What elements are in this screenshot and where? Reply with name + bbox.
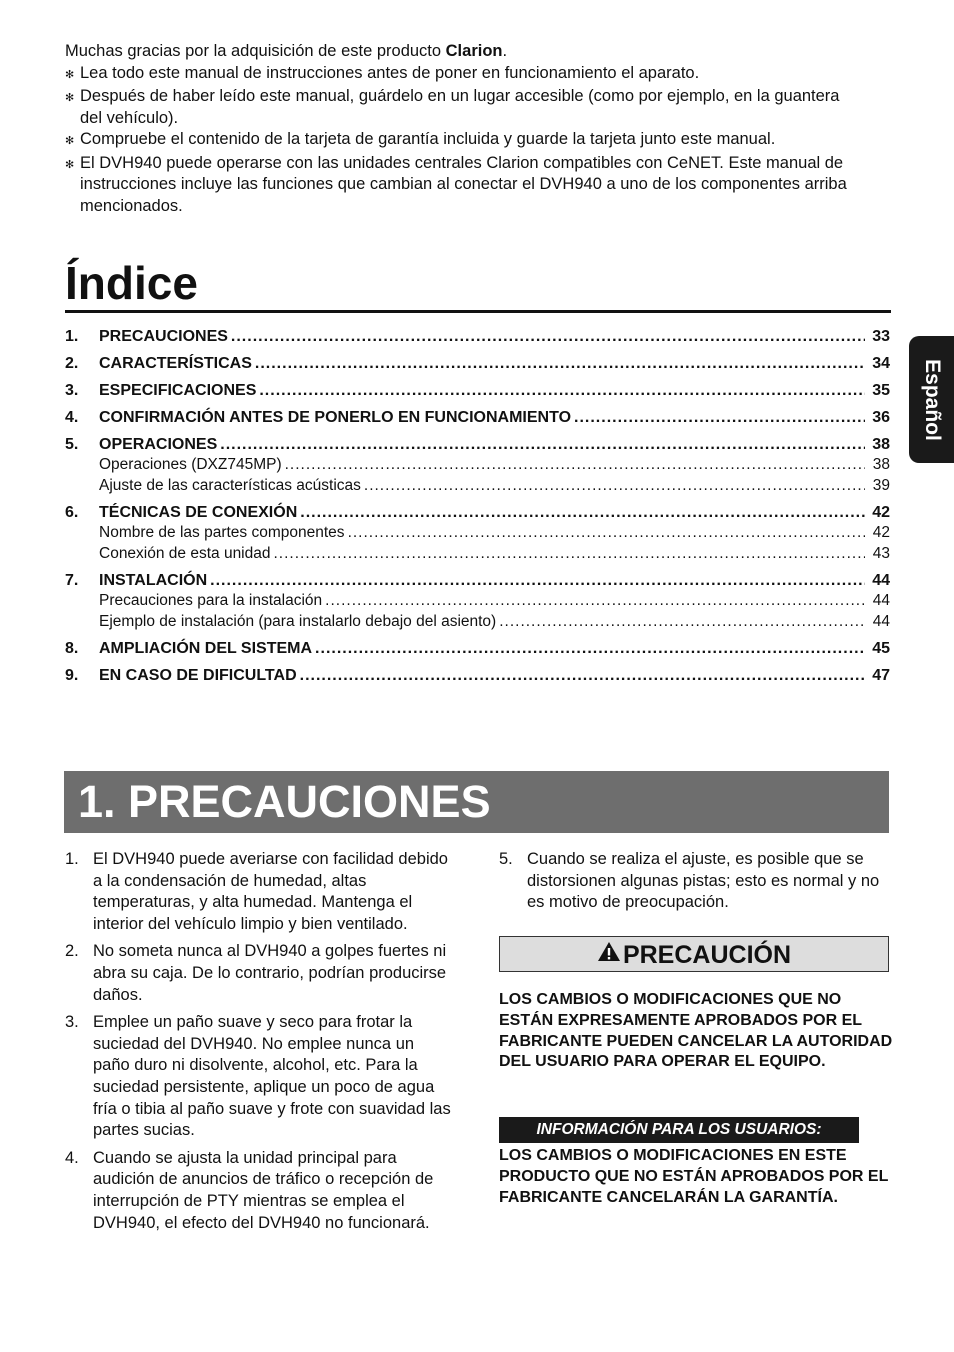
warning-text: LOS CAMBIOS O MODIFICACIONES QUE NO ESTÁN EXPRESAMENTE APROBADOS POR EL FABRICANTE PUEDEN CANCELAR LA AUTORIDAD DEL USUARIO PARA OPERAR EL EQUIPO. [499, 991, 893, 1071]
toc-subentry[interactable]: Precauciones para la instalación ..... 44 [65, 591, 890, 612]
intro-bullet: ✻ Compruebe el contenido de la tarjeta de garantía incluida y guarde la tarjeta junto este manual. [65, 129, 865, 153]
brand-name: Clarion [445, 42, 503, 60]
toc-subentry[interactable]: Conexión de esta unidad ..... 43 [65, 544, 890, 565]
list-item: 4. Cuando se ajusta la unidad principal para audición de anuncios de tráfico o recepción de interrupción de PTY mientras se emplea el DVH940, el efecto del DVH940 no funcionará. [65, 1148, 434, 1232]
intro-bullet: ✻ Lea todo este manual de instrucciones antes de poner en funcionamiento el aparato. [65, 63, 865, 87]
toc-subentry[interactable]: Ejemplo de instalación (para instalarlo debajo del asiento) ..... 44 [65, 612, 890, 633]
precautions-left-column [65, 849, 455, 1240]
intro-thanks: Muchas gracias por la adquisición de este producto Clarion. [65, 42, 508, 60]
toc-entry[interactable]: 9. EN CASO DE DIFICULTAD ..... 47 [65, 665, 890, 686]
precautions-right-column [499, 849, 889, 920]
warning-triangle-icon [597, 936, 621, 972]
toc-entry[interactable]: 5. OPERACIONES ..... 38 [65, 434, 890, 455]
info-label: INFORMACIÓN PARA LOS USUARIOS: [499, 1117, 859, 1143]
intro-block [65, 41, 865, 217]
info-text: LOS CAMBIOS O MODIFICACIONES EN ESTE PRODUCTO QUE NO ESTÁN APROBADOS POR EL FABRICANTE CANCELARÁN LA GARANTÍA. [499, 1147, 889, 1206]
asterisk-icon: ✻ [65, 135, 75, 147]
toc-subentry[interactable]: Nombre de las partes componentes ..... 42 [65, 523, 890, 544]
toc-entry[interactable]: 6. TÉCNICAS DE CONEXIÓN ..... 42 [65, 502, 890, 523]
asterisk-icon: ✻ [65, 158, 75, 171]
list-item: 5. Cuando se realiza el ajuste, es posible que se distorsionen algunas pistas; esto es normal y no es motivo de preocupación. [499, 850, 880, 912]
toc-entry[interactable]: 4. CONFIRMACIÓN ANTES DE PONERLO EN FUNCIONAMIENTO ..... 36 [65, 407, 890, 428]
toc-entry[interactable]: 2. CARACTERÍSTICAS ..... 34 [65, 353, 890, 374]
asterisk-icon: ✻ [65, 68, 75, 81]
list-item: 2. No someta nunca al DVH940 a golpes fuertes ni abra su caja. De lo contrario, podrían producirse daños. [65, 942, 447, 1004]
toc-subentry[interactable]: Ajuste de las características acústicas ..... 39 [65, 476, 890, 497]
toc-entry[interactable]: 1. PRECAUCIONES ..... 33 [65, 326, 890, 347]
toc-entry[interactable]: 7. INSTALACIÓN ..... 44 [65, 570, 890, 591]
section-title: 1. PRECAUCIONES [78, 776, 491, 827]
caution-box: PRECAUCIÓN [499, 936, 889, 972]
index-heading: Índice [65, 256, 891, 313]
list-item: 1. El DVH940 puede averiarse con facilidad debido a la condensación de humedad, altas temperaturas, y alta humedad. Mantenga el interior del vehículo limpio y bien ventilado. [65, 850, 448, 934]
list-item: 3. Emplee un paño suave y seco para frotar la suciedad del DVH940. No emplee nunca un paño duro ni disolvente, alcohol, etc. Para la suciedad persistente, aplique un poco de agua fría o tibia al paño suave y frote con suavidad las partes sucias. [65, 1012, 451, 1140]
intro-bullet: ✻ El DVH940 puede operarse con las unidades centrales Clarion compatibles con CeNET. Este manual de instrucciones incluye las funciones que cambian al conectar el DVH940 a uno de los componentes arriba mencionados. [65, 153, 865, 218]
table-of-contents [65, 326, 890, 686]
language-tab: Español [909, 336, 954, 463]
asterisk-icon: ✻ [65, 92, 75, 104]
toc-entry[interactable]: 3. ESPECIFICACIONES ..... 35 [65, 380, 890, 401]
toc-entry[interactable]: 8. AMPLIACIÓN DEL SISTEMA ..... 45 [65, 638, 890, 659]
section-banner [64, 771, 889, 833]
intro-bullet: ✻ Después de haber leído este manual, guárdelo en un lugar accesible (como por ejemplo, en la guantera del vehículo). [65, 86, 865, 129]
toc-subentry[interactable]: Operaciones (DXZ745MP) ..... 38 [65, 455, 890, 476]
